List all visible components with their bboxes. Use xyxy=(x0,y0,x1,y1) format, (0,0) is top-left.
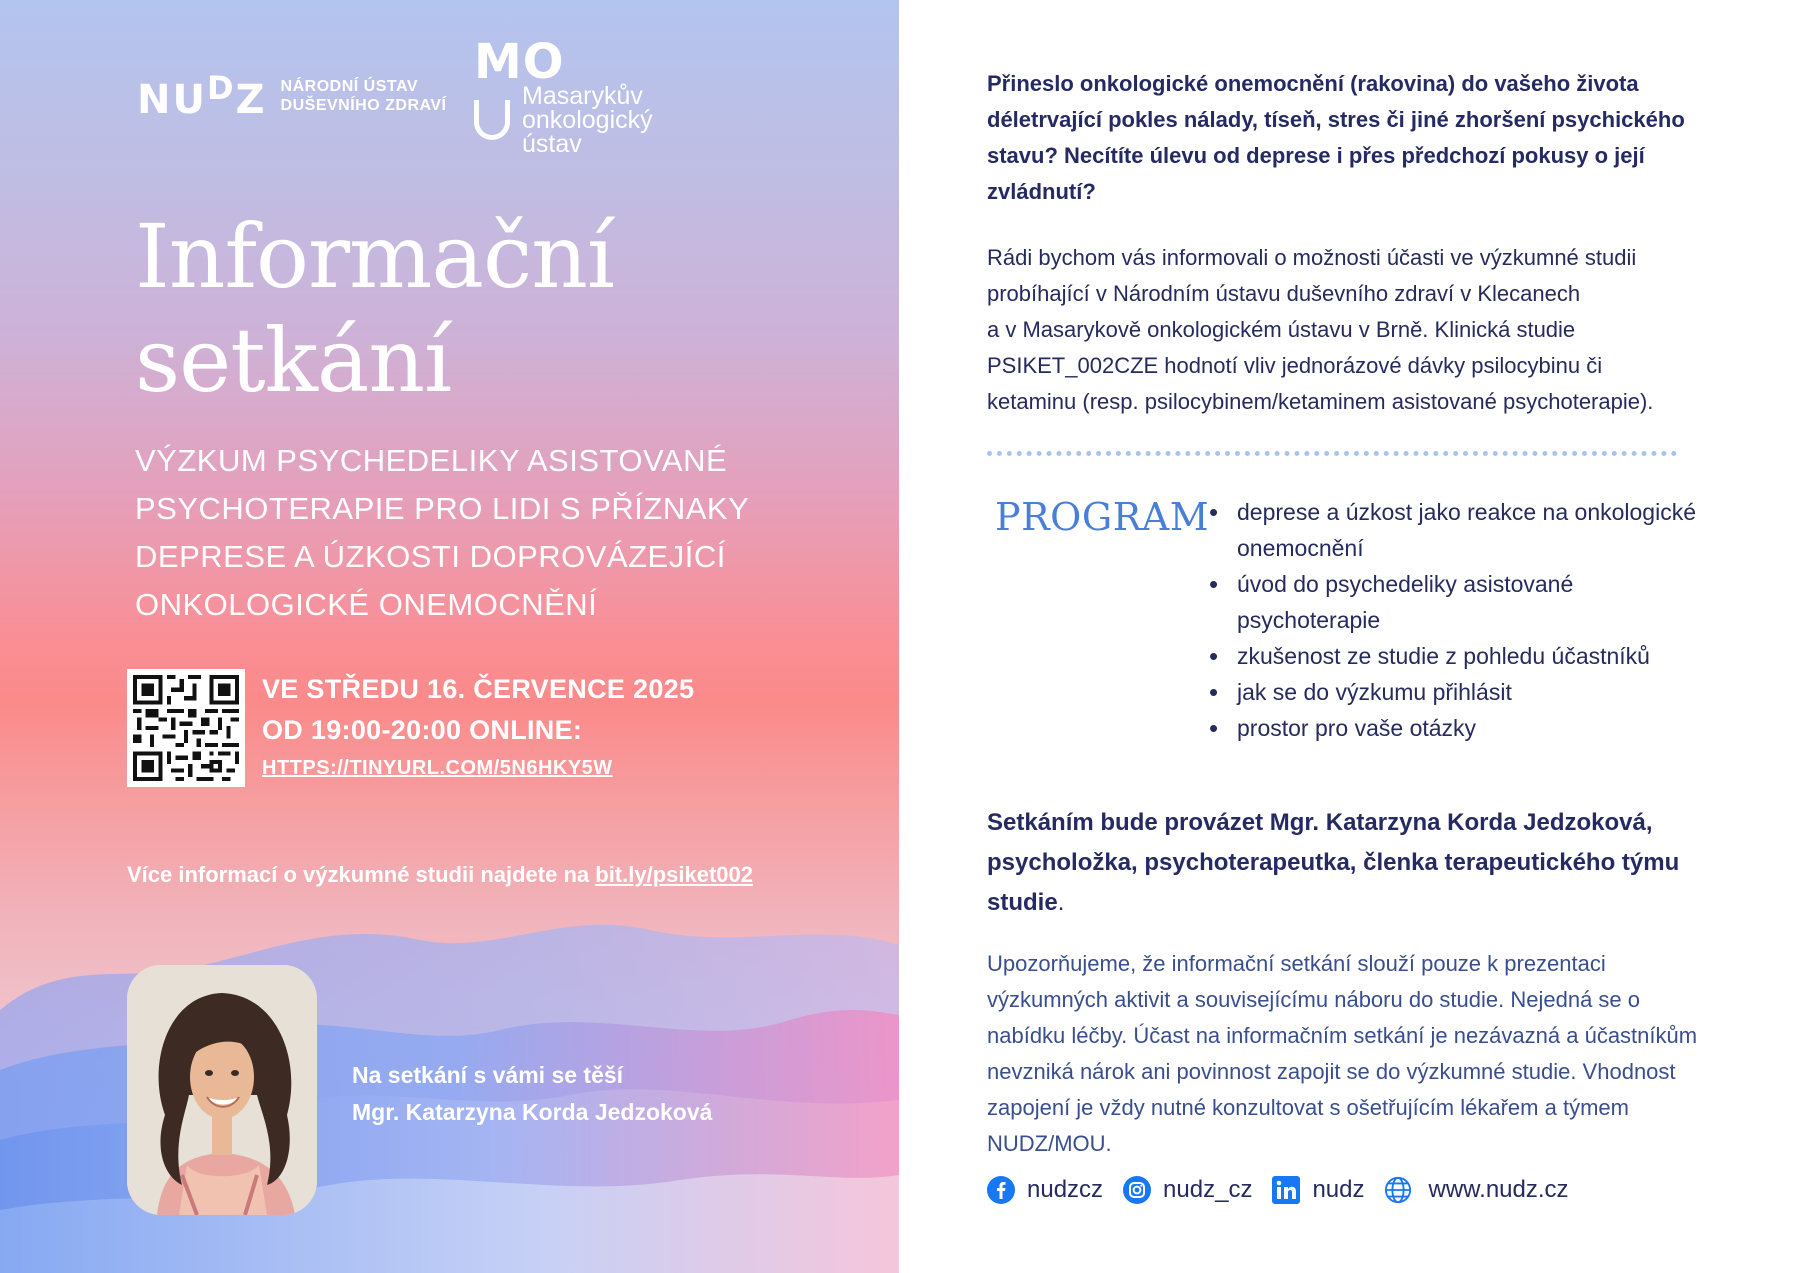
program-item: • zkušenost ze studie z pohledu účastníků xyxy=(1237,638,1697,674)
social-instagram[interactable] xyxy=(1123,1176,1252,1204)
more-info xyxy=(127,862,753,888)
mou-logo-mark: MO xyxy=(474,34,565,90)
qr-code-icon xyxy=(133,675,239,781)
program-item: • deprese a úzkost jako reakce na onkologické onemocnění xyxy=(1237,494,1697,566)
facebook-icon xyxy=(987,1176,1015,1204)
nudz-logo xyxy=(137,69,447,123)
globe-icon xyxy=(1384,1176,1412,1204)
mou-logo xyxy=(474,34,694,158)
left-panel xyxy=(0,0,899,1273)
mou-logo-u xyxy=(474,100,510,140)
page-title: Informační setkání xyxy=(135,205,615,412)
social-website[interactable] xyxy=(1384,1176,1568,1204)
study-description: Rádi bychom vás informovali o možnosti účasti ve výzkumné studii probíhající v Národním ústavu duševního zdraví v Klecanech a v Masarykově onkologickém ústavu v Brně. Klinická studie PSIKET_002CZE hodnotí vliv jednorázové dávky psilocybinu či ketaminu (resp. psilocybinem/ketaminem asistované psychoterapie). xyxy=(987,245,1654,414)
event-time: OD 19:00-20:00 ONLINE: xyxy=(262,715,583,745)
event-info xyxy=(262,669,694,785)
social-linkedin[interactable] xyxy=(1272,1176,1364,1204)
more-info-link[interactable]: bit.ly/psiket002 xyxy=(595,862,753,887)
guide-info: Setkáním bude provázet Mgr. Katarzyna Korda Jedzoková, psycholožka, psychoterapeutka, členka terapeutického týmu studie. xyxy=(987,809,1680,916)
speaker-photo xyxy=(127,965,317,1215)
program-item: • jak se do výzkumu přihlásit xyxy=(1237,674,1697,710)
event-link[interactable]: HTTPS://TINYURL.COM/5N6HKY5W xyxy=(262,757,613,779)
more-info-text: Více informací o výzkumné studii najdete na xyxy=(127,862,596,887)
program-item: • úvod do psychedeliky asistované psychoterapie xyxy=(1237,566,1697,638)
program-list xyxy=(1237,494,1697,746)
disclaimer-note: Upozorňujeme, že informační setkání slouží pouze k prezentaci výzkumných aktivit a souvisejícímu náboru do studie. Nejedná se o nabídku léčby. Účast na informačním setkání je nezávazná a účastníkům nevzniká nárok ani povinnost zapojit se do výzkumné studie. Vhodnost zapojení je vždy nutné konzultovat s ošetřujícím lékařem a týmem NUDZ/MOU. xyxy=(987,951,1698,1156)
social-linkedin-label: nudz xyxy=(1312,1176,1365,1203)
speaker-portrait-icon xyxy=(127,965,317,1215)
nudz-logo-text: NÁRODNÍ ÚSTAV DUŠEVNÍHO ZDRAVÍ xyxy=(280,78,447,114)
instagram-icon xyxy=(1123,1176,1151,1204)
dotted-divider xyxy=(987,451,1677,456)
program-heading: PROGRAM xyxy=(995,495,1210,539)
social-website-label: www.nudz.cz xyxy=(1428,1176,1569,1203)
speaker-greeting: Na setkání s vámi se těší Mgr. Katarzyna Korda Jedzoková xyxy=(352,1062,713,1125)
right-panel xyxy=(899,0,1800,1273)
linkedin-icon xyxy=(1272,1176,1300,1204)
social-instagram-label: nudz_cz xyxy=(1163,1176,1253,1203)
social-facebook-label: nudzcz xyxy=(1027,1176,1104,1203)
social-links xyxy=(987,1176,1589,1204)
nudz-logo-mark: $NU^DZ$ xyxy=(137,69,267,123)
mou-logo-text: Masarykův onkologický ústav xyxy=(522,82,653,158)
qr-code[interactable] xyxy=(127,669,245,787)
event-date: VE STŘEDU 16. ČERVENCE 2025 xyxy=(262,674,695,704)
program-item: • prostor pro vaše otázky xyxy=(1237,710,1697,746)
social-facebook[interactable] xyxy=(987,1176,1103,1204)
page-subtitle: VÝZKUM PSYCHEDELIKY ASISTOVANÉ PSYCHOTERAPIE PRO LIDI S PŘÍZNAKY DEPRESE A ÚZKOSTI DOPROVÁZEJÍCÍ ONKOLOGICKÉ ONEMOCNĚNÍ xyxy=(135,443,750,622)
intro-question: Přineslo onkologické onemocnění (rakovina) do vašeho života déletrvající pokles nálady, tíseň, stres či jiné zhoršení psychického stavu? Necítíte úlevu od deprese i přes předchozí pokusy o její zvládnutí? xyxy=(987,71,1685,204)
